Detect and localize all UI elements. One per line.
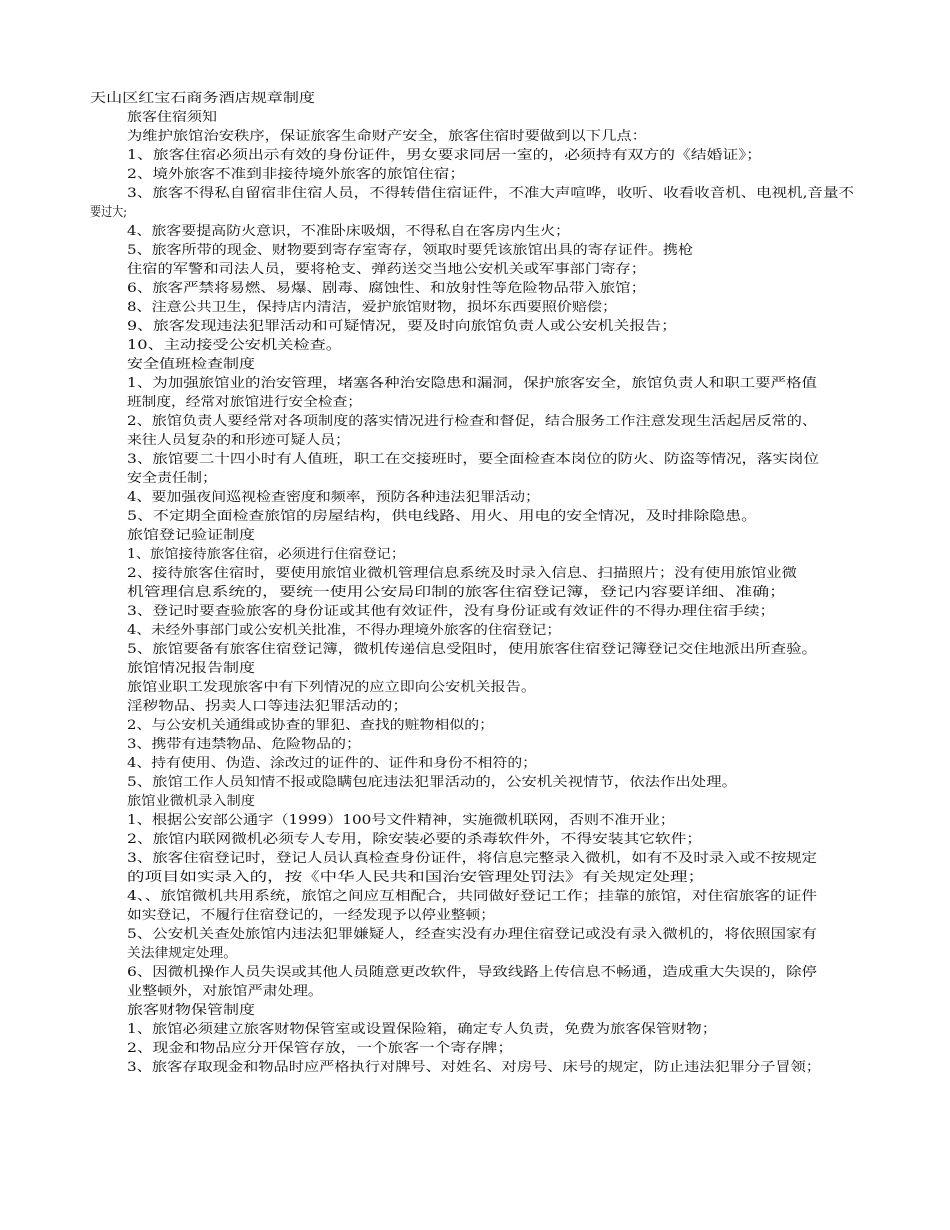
line-text: 旅馆业微机录入制度 bbox=[127, 794, 256, 809]
text-line bbox=[0, 830, 950, 849]
line-text: 10、主动接受公安机关检查。 bbox=[127, 338, 342, 353]
document-title bbox=[0, 89, 950, 108]
line-text: 1、为加强旅馆业的治安管理，堵塞各种治安隐患和漏洞，保护旅客安全，旅馆负责人和职工要严格值 bbox=[127, 376, 818, 391]
line-text: 6、旅客严禁将易燃、易爆、剧毒、腐蚀性、和放射性等危险物品带入旅馆； bbox=[127, 281, 647, 296]
line-text: 1、旅馆接待旅客住宿，必须进行住宿登记； bbox=[127, 547, 406, 562]
line-text: 5、旅馆工作人员知情不报或隐瞒包庇违法犯罪活动的，公安机关视情节，依法作出处理。 bbox=[127, 775, 737, 790]
line-text: 要过大; bbox=[90, 205, 127, 220]
line-text: 5、旅馆要备有旅客住宿登记簿，微机传递信息受阻时，使用旅客住宿登记簿登记交住地派出所查验。 bbox=[127, 642, 818, 657]
line-text: 2、旅馆内联网微机必须专人专用，除安装必要的杀毒软件外，不得安装其它软件； bbox=[127, 832, 703, 847]
line-text: 5、旅客所带的现金、财物要到寄存室寄存，领取时要凭该旅馆出具的寄存证件。携枪 bbox=[127, 243, 694, 258]
line-text: 1、旅馆必须建立旅客财物保管室或设置保险箱，确定专人负责，免费为旅客保管财物； bbox=[127, 1022, 717, 1037]
text-line bbox=[0, 450, 950, 469]
line-text: 淫秽物品、拐卖人口等违法犯罪活动的； bbox=[127, 699, 409, 714]
text-line bbox=[0, 887, 950, 906]
line-text: 1、根据公安部公通字（1999）100号文件精神，实施微机联网，否则不准开业； bbox=[127, 813, 675, 828]
line-text: 4、要加强夜间巡视检查密度和频率，预防各种违法犯罪活动； bbox=[127, 490, 540, 505]
line-text: 8、注意公共卫生，保持店内清洁，爱护旅馆财物，损坏东西要照价赔偿； bbox=[127, 300, 618, 315]
line-text: 6、因微机操作人员失误或其他人员随意更改软件，导致线路上传信息不畅通，造成重大失误的，除停 bbox=[127, 965, 818, 980]
line-text: 2、境外旅客不准到非接待境外旅客的旅馆住宿； bbox=[127, 167, 465, 182]
text-line bbox=[0, 127, 950, 146]
text-line bbox=[0, 716, 950, 735]
line-text: 2、现金和物品应分开保管存放，一个旅客一个寄存牌； bbox=[127, 1041, 514, 1056]
text-line bbox=[0, 621, 950, 640]
text-line bbox=[0, 1058, 950, 1077]
line-text: 3、旅馆要二十四小时有人值班，职工在交接班时，要全面检查本岗位的防火、防盗等情况，落实岗位 bbox=[127, 452, 819, 467]
line-text: 旅客住宿须知 bbox=[127, 110, 217, 125]
text-line bbox=[0, 792, 950, 811]
text-line bbox=[0, 146, 950, 165]
line-text: 旅馆业职工发现旅客中有下列情况的应立即向公安机关报告。 bbox=[127, 680, 537, 695]
text-line bbox=[0, 1020, 950, 1039]
text-line bbox=[0, 944, 950, 963]
line-text: 3、旅客住宿登记时，登记人员认真检查身份证件，将信息完整录入微机，如有不及时录入或不按规定 bbox=[127, 851, 818, 866]
text-line bbox=[0, 735, 950, 754]
line-text: 3、旅客存取现金和物品时应严格执行对牌号、对姓名、对房号、床号的规定，防止违法犯罪分子冒领； bbox=[127, 1060, 822, 1075]
text-line bbox=[0, 849, 950, 868]
text-line bbox=[0, 868, 950, 887]
text-line bbox=[0, 564, 950, 583]
line-text: 住宿的军警和司法人员，要将枪支、弹药送交当地公安机关或军事部门寄存； bbox=[127, 262, 647, 277]
line-text: 为维护旅馆治安秩序，保证旅客生命财产安全，旅客住宿时要做到以下几点： bbox=[127, 129, 647, 144]
text-line bbox=[0, 431, 950, 450]
title-text: 天山区红宝石商务酒店规章制度 bbox=[90, 91, 316, 106]
text-line bbox=[0, 469, 950, 488]
line-text: 4、持有使用、伪造、涂改过的证件的、证件和身份不相符的； bbox=[127, 756, 538, 771]
text-line bbox=[0, 203, 950, 222]
line-text: 业整顿外，对旅馆严肃处理。 bbox=[127, 984, 324, 999]
text-line bbox=[0, 222, 950, 241]
text-line bbox=[0, 640, 950, 659]
text-line bbox=[0, 108, 950, 127]
text-line bbox=[0, 507, 950, 526]
line-text: 如实登记，不履行住宿登记的，一经发现予以停业整顿； bbox=[127, 908, 496, 923]
text-line bbox=[0, 773, 950, 792]
line-text: 安全责任制； bbox=[127, 471, 217, 486]
text-line bbox=[0, 412, 950, 431]
text-line bbox=[0, 184, 950, 203]
line-text: 2、接待旅客住宿时，要使用旅馆业微机管理信息系统及时录入信息、扫描照片；没有使用旅馆业微 bbox=[127, 566, 798, 581]
line-text: 4、旅客要提高防火意识，不准卧床吸烟，不得私自在客房内生火； bbox=[127, 224, 570, 239]
text-line bbox=[0, 165, 950, 184]
line-text: 安全值班检查制度 bbox=[127, 357, 256, 372]
text-line bbox=[0, 545, 950, 564]
text-line bbox=[0, 754, 950, 773]
text-line bbox=[0, 583, 950, 602]
text-line bbox=[0, 811, 950, 830]
text-line bbox=[0, 393, 950, 412]
text-line bbox=[0, 336, 950, 355]
text-line bbox=[0, 1001, 950, 1020]
text-line bbox=[0, 602, 950, 621]
line-text: 5、不定期全面检查旅馆的房屋结构，供电线路、用火、用电的安全情况，及时排除隐患。 bbox=[127, 509, 757, 524]
text-line bbox=[0, 925, 950, 944]
line-text: 2、旅馆负责人要经常对各项制度的落实情况进行检查和督促，结合服务工作注意发现生活起居反常的、 bbox=[127, 414, 817, 429]
line-text: 1、旅客住宿必须出示有效的身份证件，男女要求同居一室的，必须持有双方的《结婚证》； bbox=[127, 148, 763, 163]
text-line bbox=[0, 241, 950, 260]
text-line bbox=[0, 260, 950, 279]
line-text: 旅馆情况报告制度 bbox=[127, 661, 256, 676]
line-text: 2、与公安机关通缉或协查的罪犯、查找的赃物相似的； bbox=[127, 718, 495, 733]
text-line bbox=[0, 488, 950, 507]
document-body bbox=[0, 89, 950, 1077]
text-line bbox=[0, 963, 950, 982]
line-text: 3、旅客不得私自留宿非住宿人员，不得转借住宿证件，不准大声喧哗，收听、收看收音机、电视机,音量不 bbox=[127, 186, 854, 201]
text-line bbox=[0, 298, 950, 317]
line-text: 5、公安机关查处旅馆内违法犯罪嫌疑人，经查实没有办理住宿登记或没有录入微机的，将依照国家有 bbox=[127, 927, 818, 942]
line-text: 3、登记时要查验旅客的身份证或其他有效证件，没有身份证或有效证件的不得办理住宿手续； bbox=[127, 604, 776, 619]
line-text: 旅客财物保管制度 bbox=[127, 1003, 256, 1018]
text-line bbox=[0, 317, 950, 336]
text-line bbox=[0, 906, 950, 925]
line-text: 来往人员复杂的和形迹可疑人员； bbox=[127, 433, 351, 448]
text-line bbox=[0, 355, 950, 374]
text-line bbox=[0, 279, 950, 298]
text-line bbox=[0, 1039, 950, 1058]
line-text: 9、旅客发现违法犯罪活动和可疑情况，要及时向旅馆负责人或公安机关报告； bbox=[127, 319, 678, 334]
text-line bbox=[0, 697, 950, 716]
line-text: 关法律规定处理。 bbox=[127, 946, 237, 961]
text-line bbox=[0, 982, 950, 1001]
text-line bbox=[0, 678, 950, 697]
line-text: 旅馆登记验证制度 bbox=[127, 528, 256, 543]
line-text: 班制度，经常对旅馆进行安全检查； bbox=[127, 395, 362, 410]
text-line bbox=[0, 526, 950, 545]
line-text: 3、携带有违禁物品、危险物品的； bbox=[127, 737, 361, 752]
line-text: 机管理信息系统的，要统一使用公安局印制的旅客住宿登记簿，登记内容要详细、准确； bbox=[127, 585, 787, 600]
text-line bbox=[0, 374, 950, 393]
line-text: 的项目如实录入的，按《中华人民共和国治安管理处罚法》有关规定处理； bbox=[127, 870, 706, 885]
line-text: 4、、旅馆微机共用系统，旅馆之间应互相配合，共同做好登记工作；挂靠的旅馆，对住宿旅客的证件 bbox=[127, 889, 817, 904]
text-line bbox=[0, 659, 950, 678]
line-text: 4、未经外事部门或公安机关批准，不得办理境外旅客的住宿登记； bbox=[127, 623, 561, 638]
